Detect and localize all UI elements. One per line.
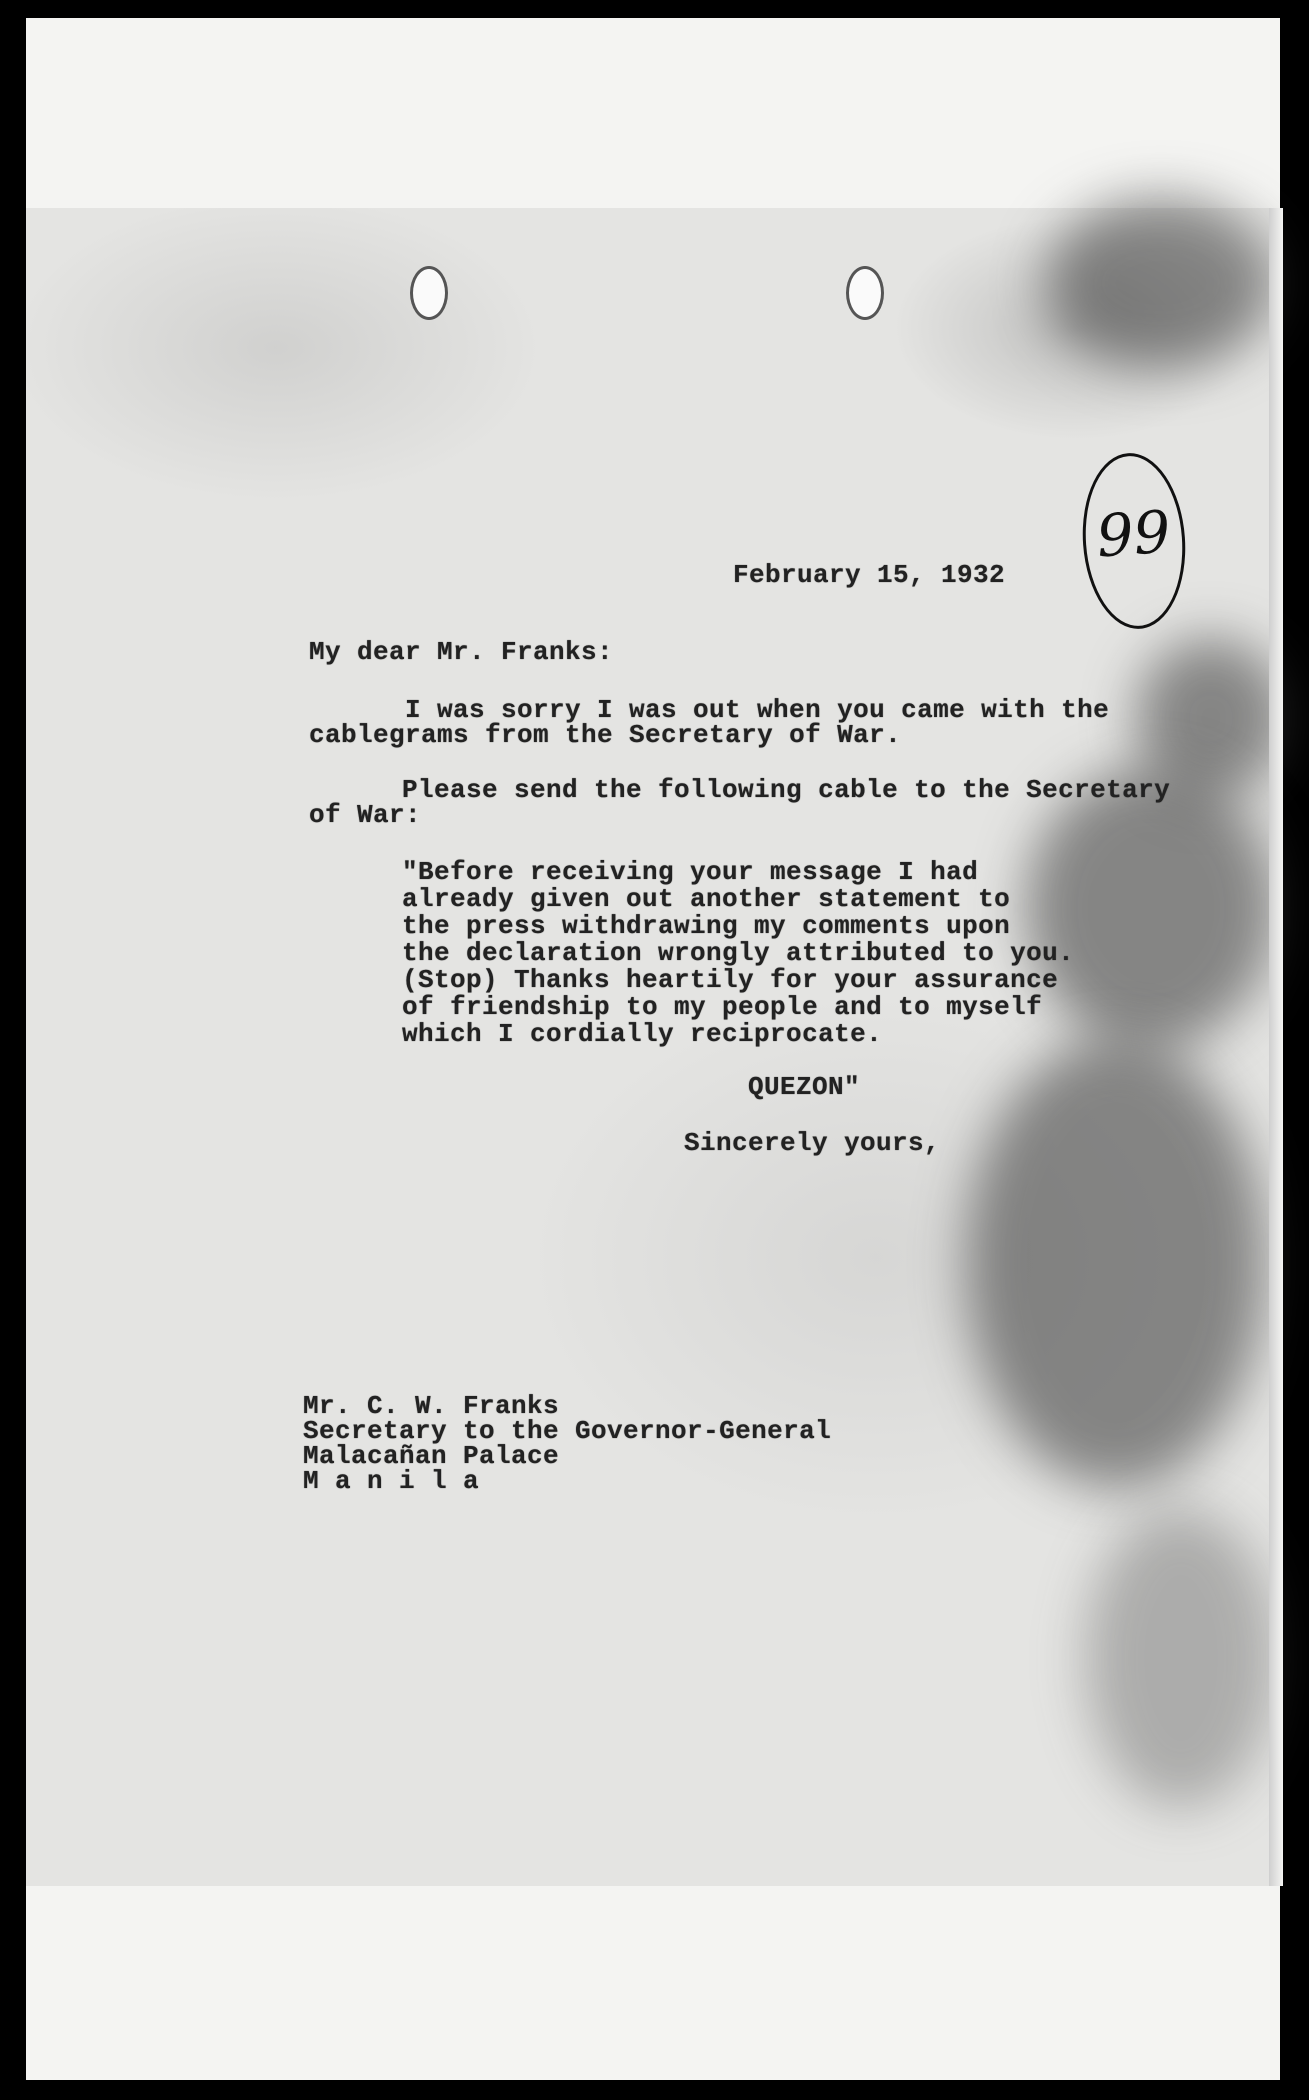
addressee-name: Mr. C. W. Franks (303, 1391, 560, 1421)
paragraph-1-line-2: cablegrams from the Secretary of War. (309, 720, 902, 750)
cable-line-4: the declaration wrongly attributed to you. (402, 938, 1075, 968)
cable-line-3: the press withdrawing my comments upon (402, 911, 1011, 941)
folio-number: 99 (1094, 497, 1173, 571)
paragraph-2-line-2: of War: (309, 800, 422, 830)
punch-hole-right (846, 266, 884, 320)
cable-line-1: "Before receiving your message I had (402, 857, 979, 887)
sheet-edge (1269, 208, 1283, 1886)
closing: Sincerely yours, (684, 1128, 941, 1158)
cable-line-6: of friendship to my people and to myself (402, 992, 1043, 1022)
cable-signature: QUEZON" (748, 1072, 861, 1102)
addressee-place: Malacañan Palace (303, 1441, 560, 1471)
salutation: My dear Mr. Franks: (309, 637, 614, 667)
water-stain-top-right (1046, 198, 1276, 368)
water-stain-right-lower (966, 1038, 1266, 1488)
paragraph-2-line-1: Please send the following cable to the Secretary (402, 775, 1171, 805)
cable-line-2: already given out another statement to (402, 884, 1011, 914)
punch-hole-left (410, 266, 448, 320)
cable-line-7: which I cordially reciprocate. (402, 1019, 883, 1049)
water-stain-right-middle (1026, 768, 1276, 1048)
addressee-title: Secretary to the Governor-General (303, 1416, 832, 1446)
paragraph-1-line-1: I was sorry I was out when you came with the (405, 695, 1110, 725)
cable-line-5: (Stop) Thanks heartily for your assurance (402, 965, 1059, 995)
water-stain-bottom-right (1086, 1508, 1276, 1808)
addressee-city: M a n i l a (303, 1466, 480, 1496)
letter-date: February 15, 1932 (733, 560, 1006, 590)
